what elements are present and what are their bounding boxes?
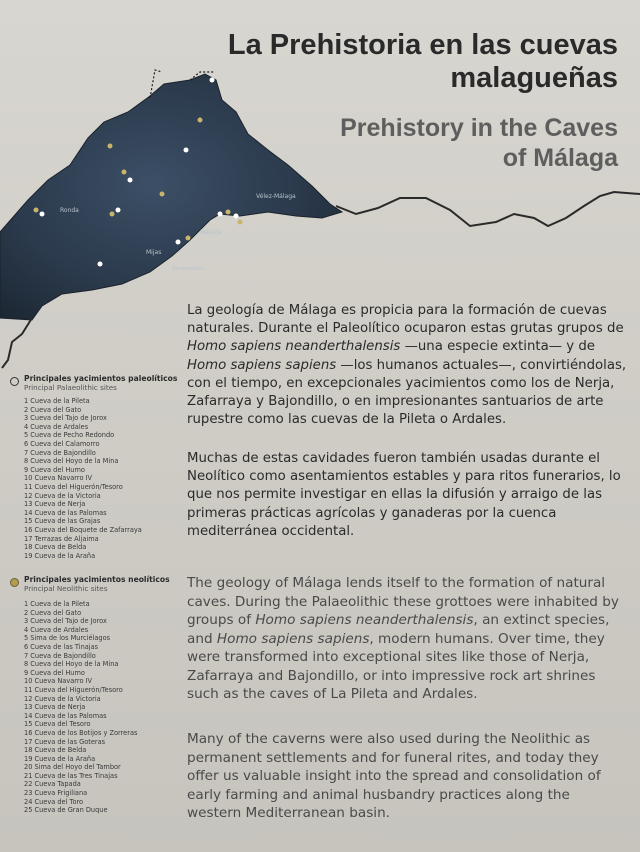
legend-item: 13 Cueva de Nerja [24, 500, 86, 509]
legend-item: 12 Cueva de la Victoria [24, 491, 101, 500]
legend-item: 3 Cueva del Tajo de Jorox [24, 414, 107, 423]
legend-item: 17 Cueva de las Goteras [24, 737, 106, 746]
species-name: Homo sapiens neanderthalensis [187, 339, 401, 355]
text-segment: , modern humans. Over time, they were transformed into exceptional sites like those of Nerja, Zafarraya and Bajondillo, or into impressive rock art shrines such as the caves of La Pileta and Ardales. [187, 630, 605, 702]
text-segment: , an extinct species, and [187, 612, 610, 647]
legend-item: 22 Cueva Tapada [24, 780, 81, 789]
paleolithic-marker-icon [10, 377, 19, 386]
legend-paleolithic-title-en: Principal Palaeolithic sites [24, 383, 117, 392]
site-marker [186, 236, 191, 241]
legend-item: 5 Sima de los Murciélagos [24, 634, 111, 643]
title-en-line-1: Prehistory in the Caves [340, 113, 618, 142]
english-paragraph-2: Many of the caverns were also used during the Neolithic as permanent settlements and for funeral rites, and today they offer us valuable insight into the spread and consolidation of early farming and animal husbandry practices along the western Mediterranean basin. [187, 731, 601, 821]
title-en-line-2: of Málaga [502, 143, 618, 172]
legend-item: 25 Cueva de Gran Duque [24, 806, 108, 815]
site-marker [110, 212, 115, 217]
legend-item: 1 Cueva de la Pileta [24, 600, 90, 608]
text-segment: The geology of Málaga lends itself to the formation of natural caves. During the Palaeolithic these grottoes were inhabited by groups of [187, 575, 619, 628]
legend-item: 23 Cueva Frigiliana [24, 789, 88, 798]
site-marker [116, 208, 121, 213]
legend-item: 18 Cueva de Belda [24, 543, 87, 552]
legend-item: 4 Cueva de Ardales [24, 422, 89, 431]
legend-item: 7 Cueva de Bajondillo [24, 448, 96, 457]
site-marker [198, 118, 203, 123]
text-segment: La geología de Málaga es propicia para la formación de cuevas naturales. Durante el Paleolítico ocuparon estas grutas grupos de [187, 303, 624, 337]
species-name: Homo sapiens neanderthalensis [255, 612, 474, 628]
legend-item: 3 Cueva del Tajo de Jorox [24, 617, 107, 626]
legend-neolithic-title-en: Principal Neolithic sites [24, 584, 108, 593]
site-marker [40, 212, 45, 217]
map-label-velez: Vélez-Málaga [256, 193, 296, 200]
legend-neolithic-heading [10, 575, 180, 593]
legend-paleolithic-list [24, 397, 142, 560]
legend-item: 8 Cueva del Hoyo de la Mina [24, 457, 119, 466]
legend-item: 11 Cueva del Higuerón/Tesoro [24, 685, 123, 694]
species-name: Homo sapiens sapiens [187, 357, 337, 373]
legend-item: 2 Cueva del Gato [24, 405, 82, 414]
legend-item: 13 Cueva de Nerja [24, 703, 86, 712]
site-marker [238, 220, 243, 225]
legend-paleolithic-heading [10, 374, 180, 392]
map-label-ronda: Ronda [60, 207, 79, 214]
legend-item: 9 Cueva del Humo [24, 668, 85, 677]
legend-item: 18 Cueva de Belda [24, 746, 87, 755]
legend-item: 24 Cueva del Toro [24, 797, 84, 806]
site-marker [234, 214, 239, 219]
site-marker [176, 240, 181, 245]
map-label-malaga: Málaga [200, 229, 222, 236]
text-segment: —una especie extinta— y de [400, 339, 595, 355]
site-marker [184, 148, 189, 153]
legend-item: 14 Cueva de las Palomas [24, 711, 107, 720]
neolithic-marker-icon [10, 578, 19, 587]
site-marker [210, 78, 215, 83]
spanish-paragraph-2: Muchas de estas cavidades fueron también usadas durante el Neolítico como asentamientos estables y para ritos funerarios, lo que nos permite investigar en ellas la difusión y arraigo de las primeras prácticas agrícolas y ganaderas por la cuenca mediterránea occidental. [187, 451, 621, 539]
legend-item: 17 Terrazas de Aljaima [24, 534, 99, 543]
site-marker [34, 208, 39, 213]
site-marker [128, 178, 133, 183]
legend-item: 8 Cueva del Hoyo de la Mina [24, 660, 119, 669]
title-es-line-2: malagueñas [450, 62, 618, 95]
english-paragraph-1 [187, 574, 627, 704]
legend-item: 19 Cueva de la Araña [24, 754, 96, 763]
legend-item: 15 Cueva de las Grajas [24, 517, 101, 526]
legend-item: 10 Cueva Navarro IV [24, 474, 93, 483]
text-segment: —los humanos actuales—, convirtiéndolas, con el tiempo, en excepcionales yacimientos como los de Nerja, Zafarraya y Bajondillo, o en impresionantes santuarios de arte rupestre como las cuevas de la Pileta o Ardales. [187, 357, 627, 428]
species-name: Homo sapiens sapiens [216, 630, 370, 647]
site-marker [226, 210, 231, 215]
legend-item: 11 Cueva del Higuerón/Tesoro [24, 482, 123, 491]
legend-paleolithic-title-es: Principales yacimientos paleolíticos [24, 374, 178, 383]
legend-item: 16 Cueva del Boquete de Zafarraya [24, 525, 142, 534]
legend-item: 16 Cueva de los Botijos y Zorreras [24, 728, 138, 737]
site-marker [160, 192, 165, 197]
legend-item: 14 Cueva de las Palomas [24, 508, 107, 517]
map-label-mijas: Mijas [146, 249, 162, 256]
legend-item: 4 Cueva de Ardales [24, 625, 89, 634]
legend-item: 1 Cueva de la Pileta [24, 397, 90, 405]
legend-item: 7 Cueva de Bajondillo [24, 651, 96, 660]
legend-item: 2 Cueva del Gato [24, 608, 82, 617]
legend-item: 5 Cueva de Pecho Redondo [24, 431, 115, 440]
legend-neolithic-list [24, 600, 137, 815]
legend-item: 20 Sima del Hoyo del Tambor [24, 763, 121, 772]
site-marker [218, 212, 223, 217]
coastline-line [336, 192, 640, 226]
title-es-line-1: La Prehistoria en las cuevas [227, 29, 618, 62]
site-marker [98, 262, 103, 267]
legend-item: 21 Cueva de las Tres Tinajas [24, 771, 118, 780]
map-label-torremolinos: Torremolinos [172, 266, 204, 272]
site-marker [108, 144, 113, 149]
legend-item: 9 Cueva del Humo [24, 465, 85, 474]
legend-item: 12 Cueva de la Victoria [24, 694, 101, 703]
legend-item: 15 Cueva del Tesoro [24, 720, 91, 729]
legend-item: 19 Cueva de la Araña [24, 551, 96, 560]
legend-item: 10 Cueva Navarro IV [24, 677, 93, 686]
border-line [2, 318, 32, 368]
legend-neolithic-title-es: Principales yacimientos neolíticos [24, 575, 170, 584]
legend-item: 6 Cueva de las Tinajas [24, 642, 99, 651]
site-marker [122, 170, 127, 175]
legend-item: 6 Cueva del Calamorro [24, 439, 100, 448]
spanish-paragraph-1 [187, 302, 627, 429]
